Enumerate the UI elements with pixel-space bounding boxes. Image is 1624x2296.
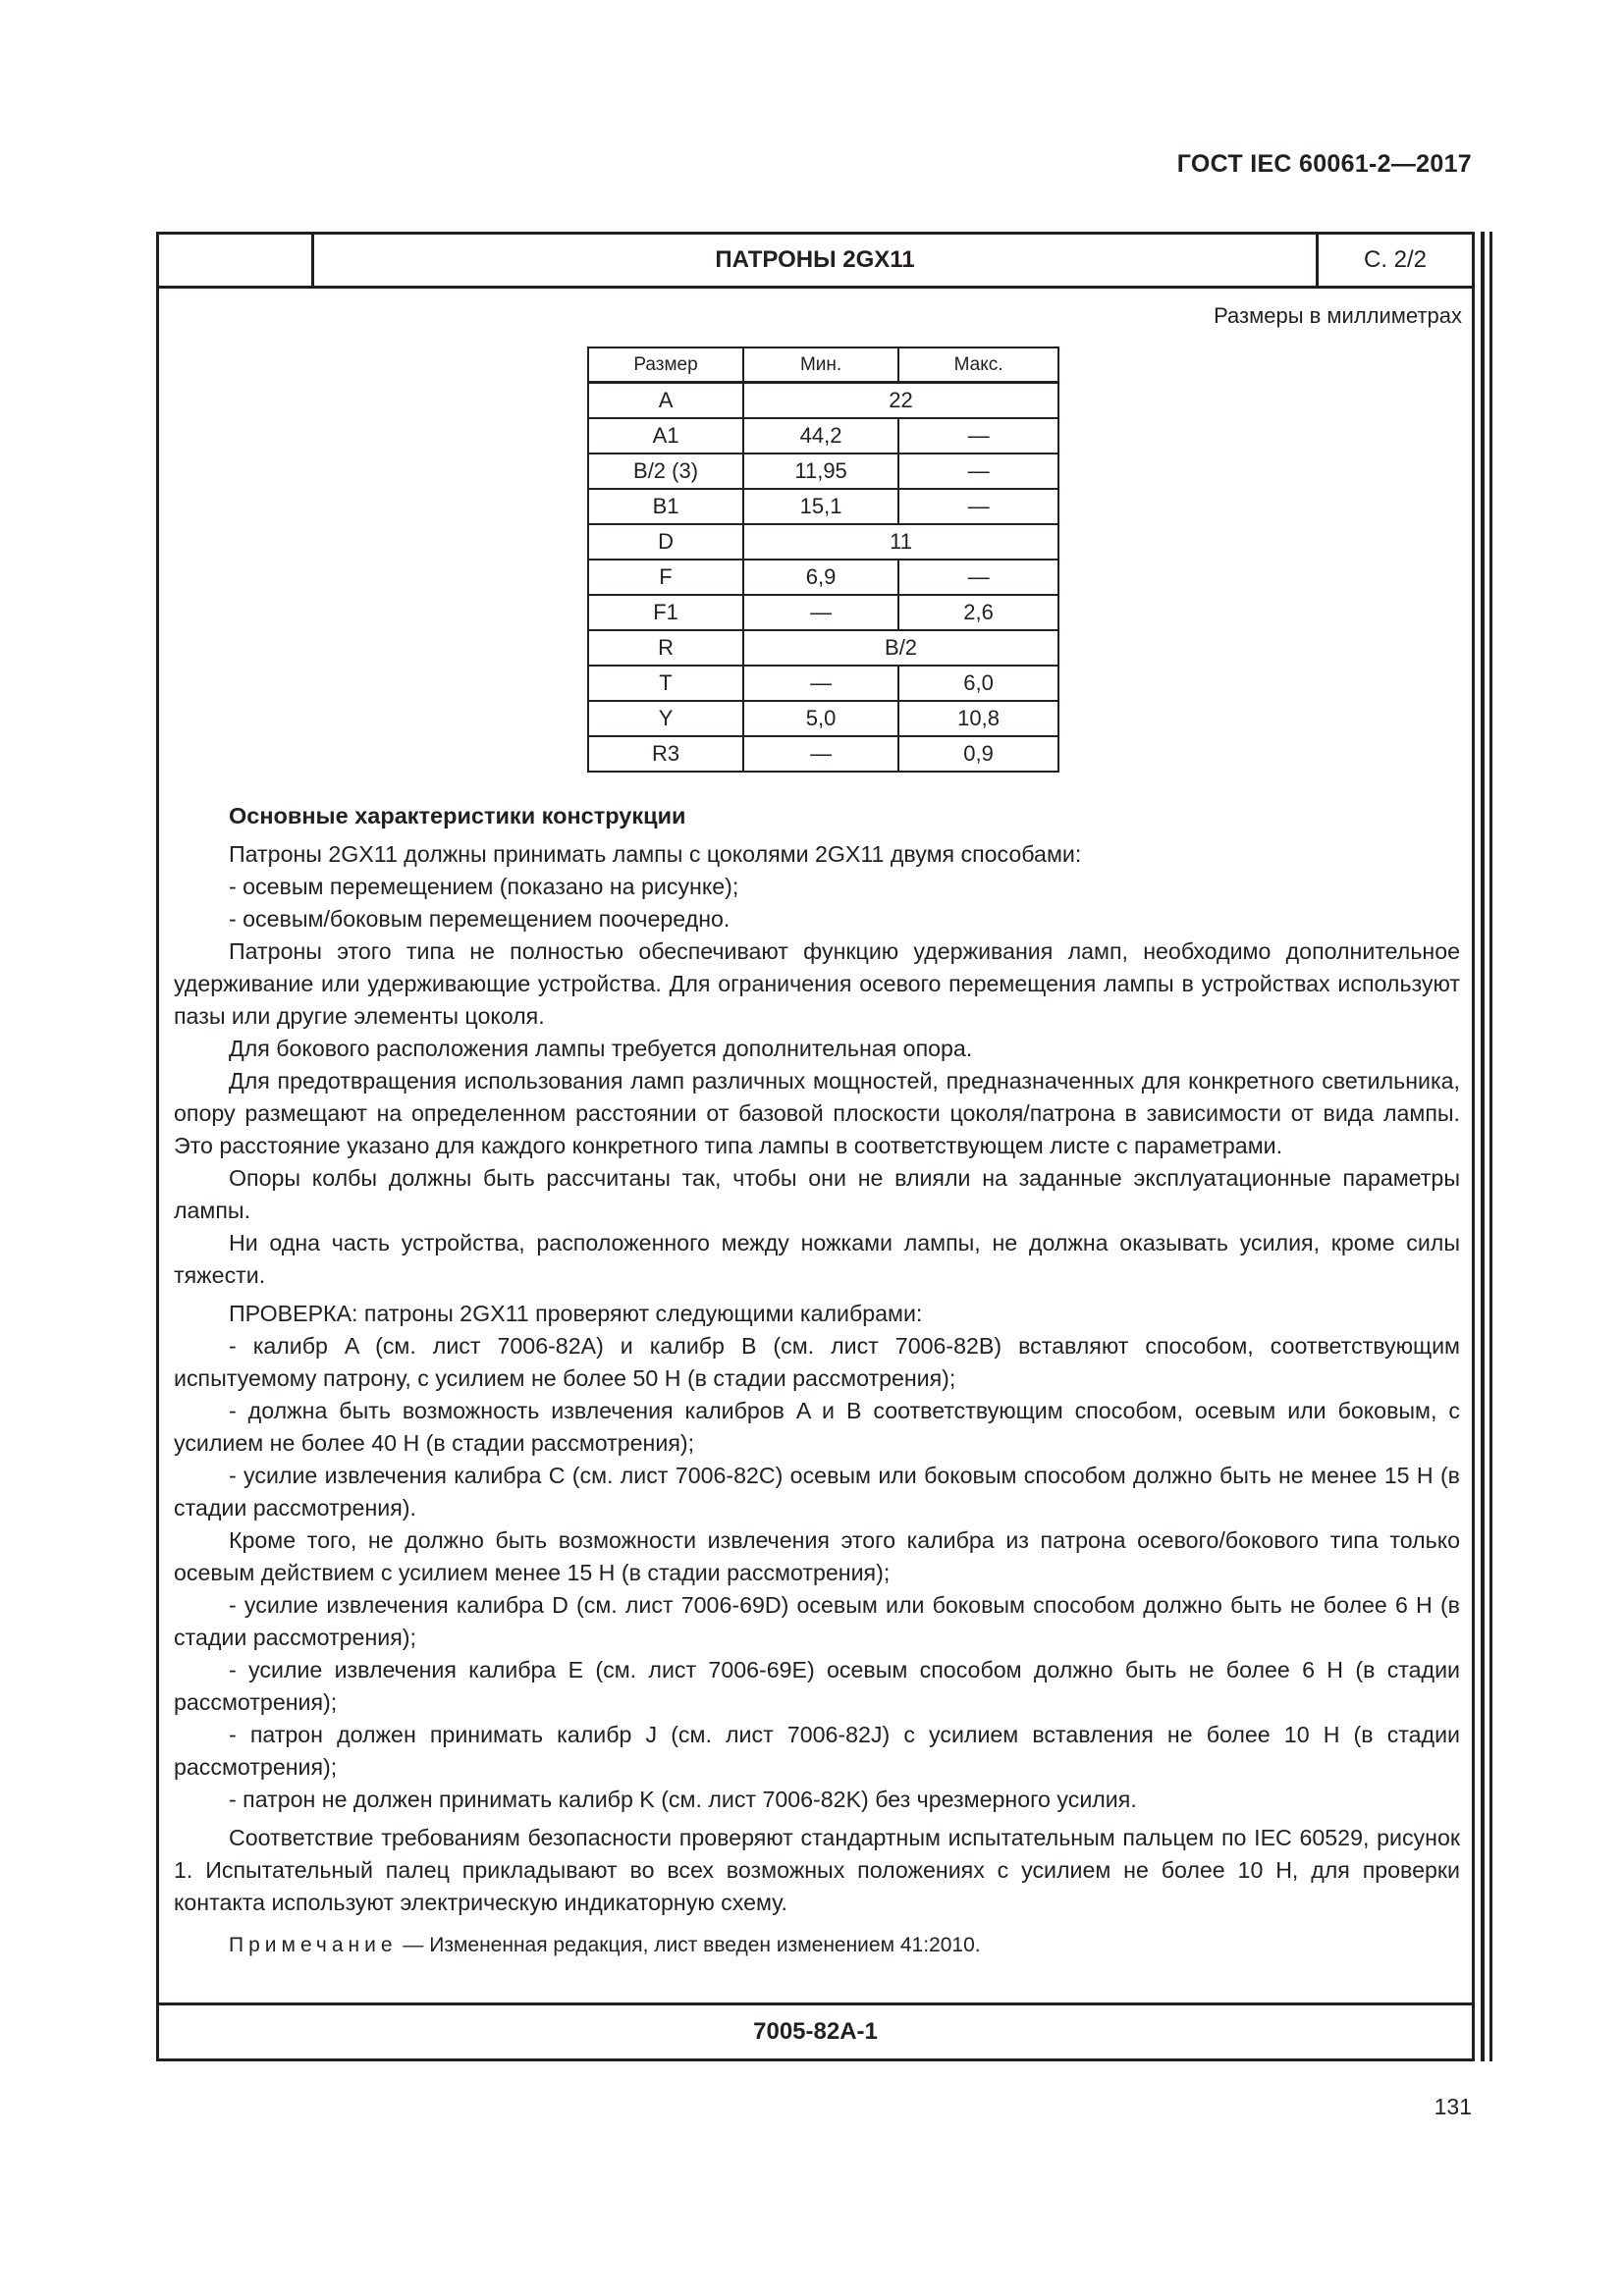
dimensions-table — [587, 347, 1059, 773]
sheet-title-row — [159, 235, 1472, 289]
paragraph: Патроны этого типа не полностью обеспечивают функцию удерживания ламп, необходимо дополнительное удерживание или удерживающие устройства. Для ограничения осевого перемещения лампы в устройствах используют пазы или другие элементы цоколя. — [174, 938, 1460, 1029]
table-row — [588, 595, 1058, 630]
cell-max: — — [898, 560, 1058, 595]
paragraph: Опоры колбы должны быть рассчитаны так, чтобы они не влияли на заданные эксплуатационные параметры лампы. — [174, 1165, 1460, 1223]
table-row — [588, 489, 1058, 524]
cell-size: A — [588, 383, 743, 419]
table-header-row — [588, 347, 1058, 383]
section-title: Основные характеристики конструкции — [229, 803, 686, 828]
cell-size: D — [588, 524, 743, 560]
cell-size: F1 — [588, 595, 743, 630]
list-item: - калибр A (см. лист 7006-82A) и калибр B (см. лист 7006-82B) вставляют способом, соответствующим испытуемому патрону, с усилием не более 50 Н (в стадии рассмотрения); — [174, 1333, 1460, 1391]
column-header-min: Мин. — [743, 347, 898, 383]
cell-max: — — [898, 489, 1058, 524]
table-row — [588, 524, 1058, 560]
cell-max: 6,0 — [898, 666, 1058, 701]
cell-size: F — [588, 560, 743, 595]
cell-size: R3 — [588, 736, 743, 772]
cell-min: — — [743, 736, 898, 772]
table-row — [588, 630, 1058, 666]
sheet-code: 7005-82A-1 — [159, 2002, 1472, 2058]
frame-rail — [1489, 232, 1492, 2061]
list-item: - усилие извлечения калибра E (см. лист 7006-69E) осевым способом должно быть не более 6 Н (в стадии рассмотрения); — [174, 1657, 1460, 1715]
cell-max: 0,9 — [898, 736, 1058, 772]
cell-max: 2,6 — [898, 595, 1058, 630]
paragraph: Патроны 2GX11 должны принимать лампы с цоколями 2GX11 двумя способами: — [229, 841, 1082, 867]
cell-min: — — [743, 595, 898, 630]
list-item: - патрон должен принимать калибр J (см. лист 7006-82J) с усилием вставления не более 10 Н (в стадии рассмотрения); — [174, 1722, 1460, 1780]
table-row — [588, 560, 1058, 595]
table-row — [588, 666, 1058, 701]
note — [174, 1929, 1460, 1961]
cell-size: Y — [588, 701, 743, 736]
cell-size: B1 — [588, 489, 743, 524]
note-label: Примечание — [229, 1934, 398, 1956]
cell-size: B/2 (3) — [588, 454, 743, 489]
cell-size: A1 — [588, 418, 743, 454]
units-note: Размеры в миллиметрах — [1214, 303, 1462, 328]
table-row — [588, 454, 1058, 489]
cell-min: 11,95 — [743, 454, 898, 489]
paragraph: Для предотвращения использования ламп различных мощностей, предназначенных для конкретного светильника, опору размещают на определенном расстоянии от базовой плоскости цоколя/патрона в зависимости от вида лампы. Это расстояние указано для каждого конкретного типа лампы в соответствующем листе с параметрами. — [174, 1068, 1460, 1158]
list-item: - осевым перемещением (показано на рисунке); — [229, 874, 739, 899]
list-item: - осевым/боковым перемещением поочередно. — [229, 906, 731, 932]
cell-size: T — [588, 666, 743, 701]
list-item: - усилие извлечения калибра D (см. лист 7006-69D) осевым или боковым способом должно быть не более 6 Н (в стадии рассмотрения); — [174, 1592, 1460, 1650]
cell-merged-value: B/2 — [743, 630, 1058, 666]
sheet-title: ПАТРОНЫ 2GX11 — [715, 246, 915, 273]
table-row — [588, 701, 1058, 736]
column-header-max: Макс. — [898, 347, 1058, 383]
paragraph: Соответствие требованиям безопасности проверяют стандартным испытательным пальцем по IEC 60529, рисунок 1. Испытательный палец прикладывают во всех возможных положениях с усилием не более 10 Н, для проверки контакта используют электрическую индикаторную схему. — [174, 1825, 1460, 1915]
standard-header: ГОСТ IEC 60061-2—2017 — [1176, 150, 1472, 178]
paragraph: Для бокового расположения лампы требуется дополнительная опора. — [229, 1036, 973, 1061]
note-text: — Измененная редакция, лист введен изменением 41:2010. — [397, 1934, 981, 1956]
cell-min: 15,1 — [743, 489, 898, 524]
cell-min: 6,9 — [743, 560, 898, 595]
frame-rail — [1481, 232, 1485, 2061]
check-heading: ПРОВЕРКА: патроны 2GX11 проверяют следующими калибрами: — [229, 1301, 923, 1326]
paragraph: Кроме того, не должно быть возможности извлечения этого калибра из патрона осевого/бокового типа только осевым действием с усилием менее 15 Н (в стадии рассмотрения); — [174, 1527, 1460, 1585]
cell-max: — — [898, 418, 1058, 454]
page-number: 131 — [1434, 2094, 1472, 2119]
table-row — [588, 736, 1058, 772]
cell-min: 5,0 — [743, 701, 898, 736]
sheet-frame — [156, 232, 1475, 2061]
paragraph: Ни одна часть устройства, расположенного между ножками лампы, не должна оказывать усилия, кроме силы тяжести. — [174, 1230, 1460, 1288]
cell-size: R — [588, 630, 743, 666]
sheet-page-indicator: С. 2/2 — [1316, 235, 1472, 286]
list-item: - патрон не должен принимать калибр K (см. лист 7006-82K) без чрезмерного усилия. — [229, 1787, 1137, 1812]
cell-max: — — [898, 454, 1058, 489]
table-row — [588, 418, 1058, 454]
column-header-size: Размер — [588, 347, 743, 383]
cell-min: 44,2 — [743, 418, 898, 454]
cell-min: — — [743, 666, 898, 701]
list-item: - должна быть возможность извлечения калибров A и B соответствующим способом, осевым или боковым, с усилием не более 40 Н (в стадии рассмотрения); — [174, 1398, 1460, 1456]
body-text — [174, 800, 1460, 1961]
title-empty-cell — [159, 235, 314, 286]
list-item: - усилие извлечения калибра C (см. лист 7006-82C) осевым или боковым способом должно быть не менее 15 Н (в стадии рассмотрения). — [174, 1463, 1460, 1521]
table-row — [588, 383, 1058, 419]
cell-max: 10,8 — [898, 701, 1058, 736]
cell-merged-value: 22 — [743, 383, 1058, 419]
cell-merged-value: 11 — [743, 524, 1058, 560]
